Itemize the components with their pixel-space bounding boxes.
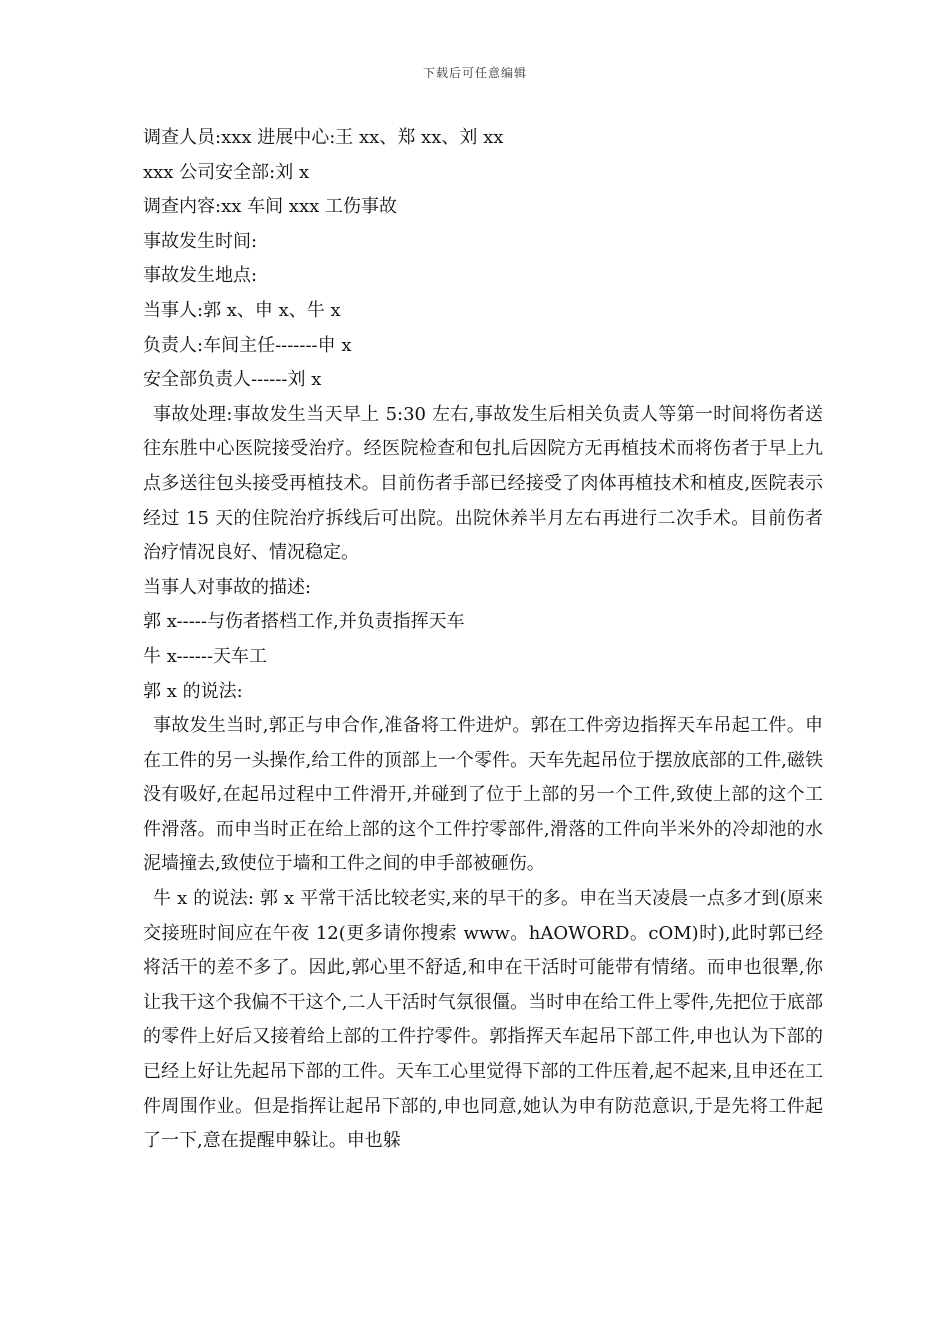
- guo-statement-heading: 郭 x 的说法:: [143, 680, 243, 702]
- safety-dept-line: xxx 公司安全部:刘 x: [143, 161, 310, 183]
- investigators-line: 调查人员:xxx 进展中心:王 xx、郑 xx、刘 xx: [143, 127, 504, 148]
- document-body: [143, 121, 823, 1159]
- safety-responsible-line: 安全部负责人------刘 x: [143, 369, 322, 391]
- investigation-content-line: 调查内容:xx 车间 xxx 工伤事故: [143, 196, 397, 218]
- guo-role-line: 郭 x-----与伤者搭档工作,并负责指挥天车: [143, 611, 465, 633]
- niu-statement-paragraph: 牛 x 的说法: 郭 x 平常干活比较老实,来的早干的多。申在当天凌晨一点多才到(原来交接班时间应在午夜 12(更多请你搜索 www。hAOWORD。cOM)时),此时郭已经将活干的差不多了。因此,郭心里不舒适,和申在干活时可能带有情绪。而申也很犟,你让我干这个我偏不干这个,二人干活时气氛很僵。当时申在给工件上零件,先把位于底部的零件上好后又接着给上部的工件拧零件。郭指挥天车起吊下部工件,申也认为下部的已经上好让先起吊下部的工件。天车工心里觉得下部的工件压着,起不起来,且申还在工件周围作业。但是指挥让起吊下部的,申也同意,她认为申有防范意识,于是先将工件起了一下,意在提醒申躲让。申也躲: [143, 888, 823, 1152]
- accident-time-line: 事故发生时间:: [143, 230, 258, 252]
- accident-handling-paragraph: 事故处理:事故发生当天早上 5:30 左右,事故发生后相关负责人等第一时间将伤者送往东胜中心医院接受治疗。经医院检查和包扎后因院方无再植技术而将伤者于早上九点多送往包头接受再植技术。目前伤者手部已经接受了肉体再植技术和植皮,医院表示经过 15 天的住院治疗拆线后可出院。出院休养半月左右再进行二次手术。目前伤者治疗情况良好、情况稳定。: [143, 403, 823, 564]
- accident-place-line: 事故发生地点:: [143, 265, 258, 287]
- parties-line: 当事人:郭 x、申 x、牛 x: [143, 299, 341, 321]
- niu-role-line: 牛 x------天车工: [143, 645, 268, 667]
- guo-statement-paragraph: 事故发生当时,郭正与申合作,准备将工件进炉。郭在工件旁边指挥天车吊起工件。申在工件的另一头操作,给工件的顶部上一个零件。天车先起吊位于摆放底部的工件,磁铁没有吸好,在起吊过程中工件滑开,并碰到了位于上部的另一个工件,致使上部的这个工件滑落。而申当时正在给上部的这个工件拧零部件,滑落的工件向半米外的冷却池的水泥墙撞去,致使位于墙和工件之间的申手部被砸伤。: [143, 715, 823, 875]
- page-header: 下载后可任意编辑: [422, 66, 527, 80]
- parties-description-heading: 当事人对事故的描述:: [143, 576, 312, 598]
- responsible-person-line: 负责人:车间主任-------申 x: [143, 334, 352, 356]
